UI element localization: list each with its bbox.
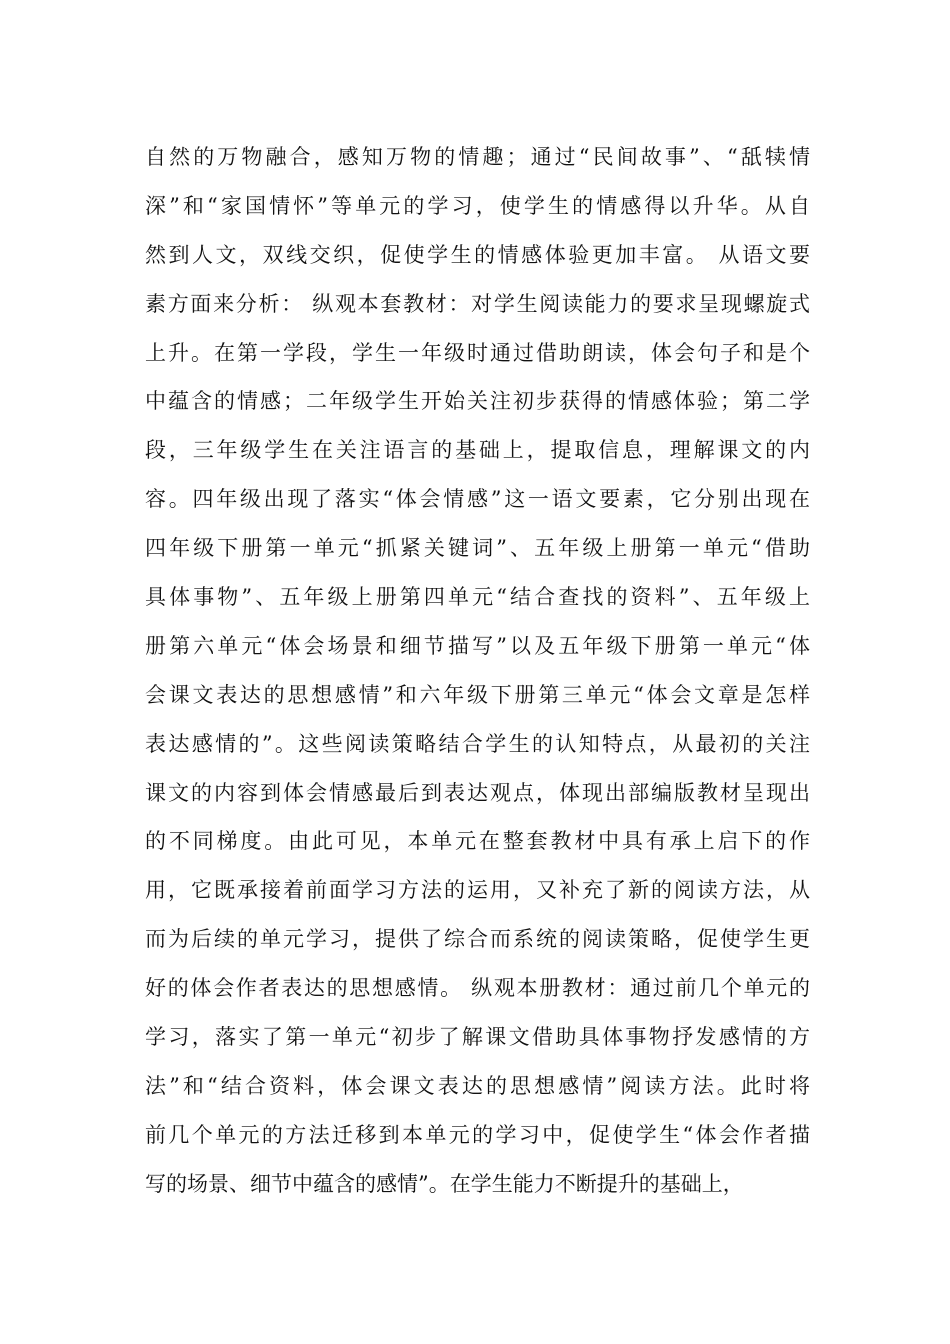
text-line: 课文的内容到体会情感最后到表达观点，体现出部编版教材呈现出 bbox=[145, 780, 810, 805]
text-line: 好的体会作者表达的思想感情。 纵观本册教材：通过前几个单元的 bbox=[145, 976, 810, 1001]
text-line: 然到人文，双线交织，促使学生的情感体验更加丰富。 从语文要 bbox=[145, 242, 810, 267]
text-line: 四年级下册第一单元“抓紧关键词”、五年级上册第一单元“借助 bbox=[145, 536, 810, 561]
text-line: 册第六单元“体会场景和细节描写”以及五年级下册第一单元“体 bbox=[145, 633, 810, 658]
text-line: 素方面来分析： 纵观本套教材：对学生阅读能力的要求呈现螺旋式 bbox=[145, 291, 810, 316]
text-line: 具体事物”、五年级上册第四单元“结合查找的资料”、五年级上 bbox=[145, 585, 810, 610]
text-line: 写的场景、细节中蕴含的感情”。在学生能力不断提升的基础上， bbox=[145, 1171, 744, 1196]
text-line: 表达感情的”。这些阅读策略结合学生的认知特点，从最初的关注 bbox=[145, 731, 810, 756]
text-line: 法”和“结合资料，体会课文表达的思想感情”阅读方法。此时将 bbox=[145, 1073, 810, 1098]
text-line: 用，它既承接着前面学习方法的运用，又补充了新的阅读方法，从 bbox=[145, 878, 810, 903]
body-text bbox=[145, 133, 810, 1209]
text-line: 容。四年级出现了落实“体会情感”这一语文要素，它分别出现在 bbox=[145, 487, 810, 512]
text-line: 的不同梯度。由此可见，本单元在整套教材中具有承上启下的作 bbox=[145, 829, 810, 854]
text-line: 深”和“家国情怀”等单元的学习，使学生的情感得以升华。从自 bbox=[145, 193, 810, 218]
text-line: 自然的万物融合，感知万物的情趣；通过“民间故事”、“舐犊情 bbox=[145, 145, 810, 169]
text-line: 段，三年级学生在关注语言的基础上，提取信息，理解课文的内 bbox=[145, 438, 810, 463]
text-line: 学习，落实了第一单元“初步了解课文借助具体事物抒发感情的方 bbox=[145, 1025, 810, 1050]
text-line: 而为后续的单元学习，提供了综合而系统的阅读策略，促使学生更 bbox=[145, 927, 810, 952]
text-line: 上升。在第一学段，学生一年级时通过借助朗读，体会句子和是个 bbox=[145, 340, 810, 365]
text-line: 前几个单元的方法迁移到本单元的学习中，促使学生“体会作者描 bbox=[145, 1122, 810, 1147]
text-line: 会课文表达的思想感情”和六年级下册第三单元“体会文章是怎样 bbox=[145, 682, 810, 707]
text-line: 中蕴含的情感；二年级学生开始关注初步获得的情感体验；第二学 bbox=[145, 389, 810, 414]
